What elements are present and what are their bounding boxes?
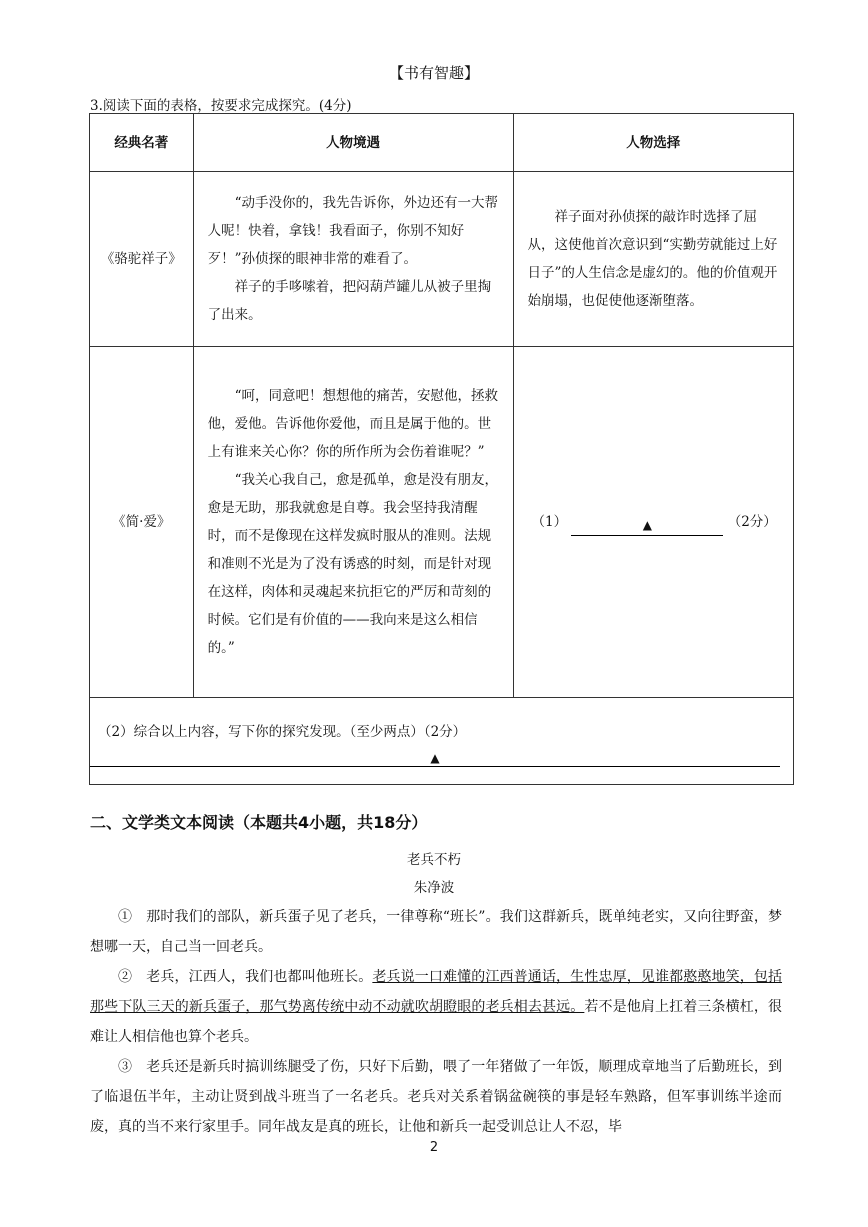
article-author: 朱净波 — [413, 880, 455, 896]
summary-cell — [90, 698, 794, 785]
situation-paragraph: “呵，同意吧！想想他的痛苦，安慰他，拯救他，爱他。告诉他你爱他，而且是属于他的。世上有谁来关心你？你的所作所为会伤着谁呢？” — [207, 388, 499, 460]
choice-text: 祥子面对孙侦探的敲诈时选择了屈从，这使他首次意识到“实勤劳就能过上好日子”的人生信念是虚幻的。他的价值观开始崩塌，也促使他逐渐堕落。 — [527, 209, 778, 309]
book-title: 《简·爱》 — [90, 347, 194, 698]
choice-cell — [513, 347, 793, 698]
summary-row — [90, 698, 794, 785]
paragraph-3: ③ 老兵还是新兵时搞训练腿受了伤，只好下后勤，喂了一年猪做了一年饭，顺理成章地当了后勤班长，到了临退伍半年，主动让贤到战斗班当了一名老兵。老兵对关系着锅盆碗筷的事是轻车熟路，但军事训练半途而废，真的当不来行家里手。同年战友是真的班长，让他和新兵一起受训总让人不忍，毕 — [90, 1059, 782, 1135]
header-book: 经典名著 — [90, 114, 194, 172]
paragraph-2: ② 老兵，江西人，我们也都叫他班长。老兵说一口难懂的江西普通话，生性忠厚，见谁都憨憨地笑，包括那些下队三天的新兵蛋子，那气势离传统中动不动就吹胡瞪眼的老兵相去甚远。若不是他肩上扛着三条横杠，很难让人相信他也算个老兵。 — [90, 969, 783, 1045]
summary-prompt: （2）综合以上内容，写下你的探究发现。（至少两点）（2分） — [98, 724, 467, 740]
table-header-row — [90, 114, 794, 172]
paragraph-1: ① 那时我们的部队，新兵蛋子见了老兵，一律尊称“班长”。我们这群新兵，既单纯老实，又向往野蛮，梦想哪一天，自己当一回老兵。 — [90, 909, 782, 955]
exploration-table — [89, 113, 794, 785]
situation-paragraph: “动手没你的，我先告诉你，外边还有一大帮人呢！快着，拿钱！我看面子，你别不知好歹！”孙侦探的眼神非常的难看了。 — [207, 195, 499, 267]
header-choice: 人物选择 — [513, 114, 793, 172]
article-title: 老兵不朽 — [407, 852, 461, 868]
underlined-sentence: 老兵说一口难懂的江西普通话，生性忠厚，见谁都憨憨地笑，包括那些下队三天的新兵蛋子，那气势离传统中动不动就吹胡瞪眼的老兵相去甚远。 — [90, 969, 783, 1015]
book-title: 《骆驼祥子》 — [90, 172, 194, 347]
answer-blank[interactable] — [571, 515, 723, 536]
question-title: 3.阅读下面的表格，按要求完成探究。(4分) — [90, 98, 352, 114]
answer-score: （2分） — [727, 514, 777, 530]
choice-cell — [513, 172, 793, 347]
table-row — [90, 347, 794, 698]
situation-paragraph: “我关心我自己，愈是孤单，愈是没有朋友，愈是无助，那我就愈是自尊。我会坚持我清醒时，而不是像现在这样发疯时服从的准则。法规和准则不光是为了没有诱惑的时刻，而是针对现在这样，肉体和灵魂起来抗拒它的严厉和苛刻的时候。它们是有价值的——我向来是这么相信的。” — [207, 472, 499, 656]
situation-cell — [193, 347, 513, 698]
page-number: 2 — [429, 1140, 439, 1155]
triangle-icon: ▲ — [430, 751, 440, 765]
table-row — [90, 172, 794, 347]
situation-cell — [193, 172, 513, 347]
answer-label: （1） — [531, 514, 568, 530]
situation-paragraph: 祥子的手哆嗦着，把闷葫芦罐儿从被子里掏了出来。 — [207, 279, 492, 323]
summary-blank[interactable] — [90, 750, 780, 767]
section-title: 二、文学类文本阅读（本题共4小题，共18分） — [90, 813, 428, 832]
article-body — [90, 902, 782, 1142]
triangle-icon: ▲ — [642, 518, 653, 532]
header-tag: 【书有智趣】 — [388, 64, 479, 82]
header-situation: 人物境遇 — [193, 114, 513, 172]
